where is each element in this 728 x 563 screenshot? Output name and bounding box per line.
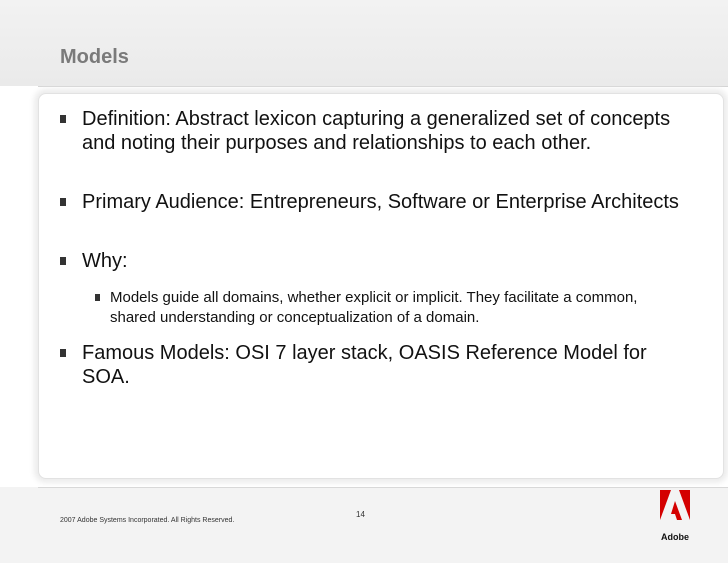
adobe-logo-icon — [660, 490, 690, 530]
adobe-logo-text: Adobe — [661, 532, 689, 542]
bullet-text: Why: — [82, 250, 128, 272]
bullet-marker — [60, 349, 66, 357]
header-band — [0, 0, 728, 86]
header-divider — [38, 86, 728, 87]
bullet-audience — [39, 190, 702, 214]
bullet-famous-models — [39, 341, 682, 389]
bullet-text: Famous Models: OSI 7 layer stack, OASIS Reference Model for SOA. — [82, 342, 647, 388]
page-number: 14 — [356, 510, 365, 519]
bullet-definition — [39, 107, 702, 155]
bullet-why — [39, 249, 702, 273]
bullet-text: Definition: Abstract lexicon capturing a generalized set of concepts and noting their purposes and relationships to each other. — [82, 108, 671, 154]
sub-bullet-text: Models guide all domains, whether explicit or implicit. They facilitate a common, shared understanding or conceptualization of a domain. — [110, 289, 638, 326]
footer-band — [0, 487, 728, 563]
sub-bullet-why-detail — [39, 288, 670, 328]
bullet-marker — [60, 198, 66, 206]
bullet-marker — [60, 115, 66, 123]
slide-title: Models — [60, 46, 129, 68]
copyright-notice: 2007 Adobe Systems Incorporated. All Rights Reserved. — [60, 517, 235, 524]
content-panel — [38, 93, 724, 479]
sub-bullet-marker — [95, 294, 100, 301]
bullet-marker — [60, 257, 66, 265]
bullet-text: Primary Audience: Entrepreneurs, Software or Enterprise Architects — [82, 191, 679, 213]
footer-divider — [38, 487, 728, 488]
